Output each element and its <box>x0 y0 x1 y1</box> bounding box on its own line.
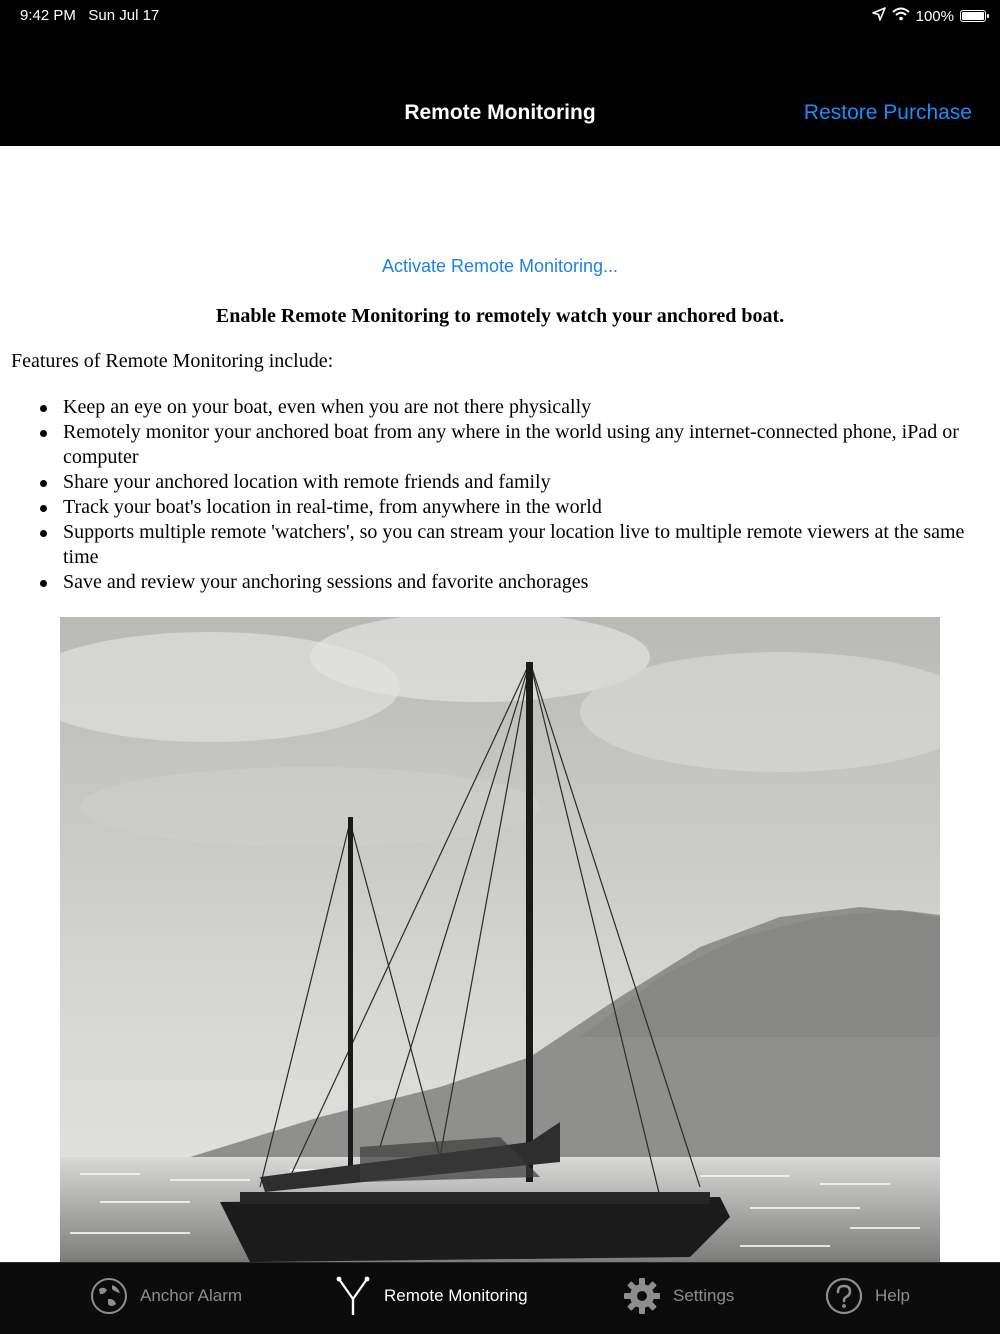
feature-item: Save and review your anchoring sessions and favorite anchorages <box>63 570 983 595</box>
slingshot-icon <box>334 1275 372 1317</box>
location-arrow-icon <box>872 7 886 25</box>
restore-purchase-button[interactable]: Restore Purchase <box>803 101 972 124</box>
tab-label: Help <box>875 1286 910 1305</box>
feature-item: Supports multiple remote 'watchers', so you can stream your location live to multiple remote viewers at the same time <box>63 520 983 570</box>
tab-label: Settings <box>673 1286 735 1305</box>
features-list <box>63 395 983 595</box>
globe-icon <box>90 1277 128 1315</box>
battery-percent: 100% <box>915 7 954 25</box>
tab-remote-monitoring[interactable] <box>334 1273 528 1319</box>
question-circle-icon <box>825 1277 863 1315</box>
top-header <box>0 0 1000 146</box>
feature-item: Share your anchored location with remote friends and family <box>63 470 983 495</box>
feature-item: Keep an eye on your boat, even when you are not there physically <box>63 395 983 420</box>
status-date: Sun Jul 17 <box>88 7 160 24</box>
tab-bar <box>0 1262 1000 1334</box>
sailboat-photo <box>60 617 940 1262</box>
status-time: 9:42 PM <box>20 7 76 24</box>
gear-icon <box>623 1277 661 1315</box>
status-bar-time <box>20 7 159 24</box>
page-title: Remote Monitoring <box>404 101 596 124</box>
feature-item: Remotely monitor your anchored boat from any where in the world using any internet-connected phone, iPad or computer <box>63 420 983 470</box>
intro-heading: Enable Remote Monitoring to remotely watch your anchored boat. <box>215 305 785 327</box>
activate-remote-monitoring-link[interactable]: Activate Remote Monitoring... <box>381 256 619 276</box>
tab-label: Remote Monitoring <box>384 1286 528 1305</box>
battery-icon <box>960 10 986 22</box>
tab-anchor-alarm[interactable] <box>90 1273 242 1319</box>
tab-settings[interactable] <box>623 1273 734 1319</box>
wifi-icon <box>892 7 910 25</box>
features-heading: Features of Remote Monitoring include: <box>11 350 334 372</box>
status-bar-indicators <box>872 6 986 26</box>
tab-help[interactable] <box>825 1273 910 1319</box>
feature-item: Track your boat's location in real-time, from anywhere in the world <box>63 495 983 520</box>
tab-label: Anchor Alarm <box>140 1286 243 1305</box>
